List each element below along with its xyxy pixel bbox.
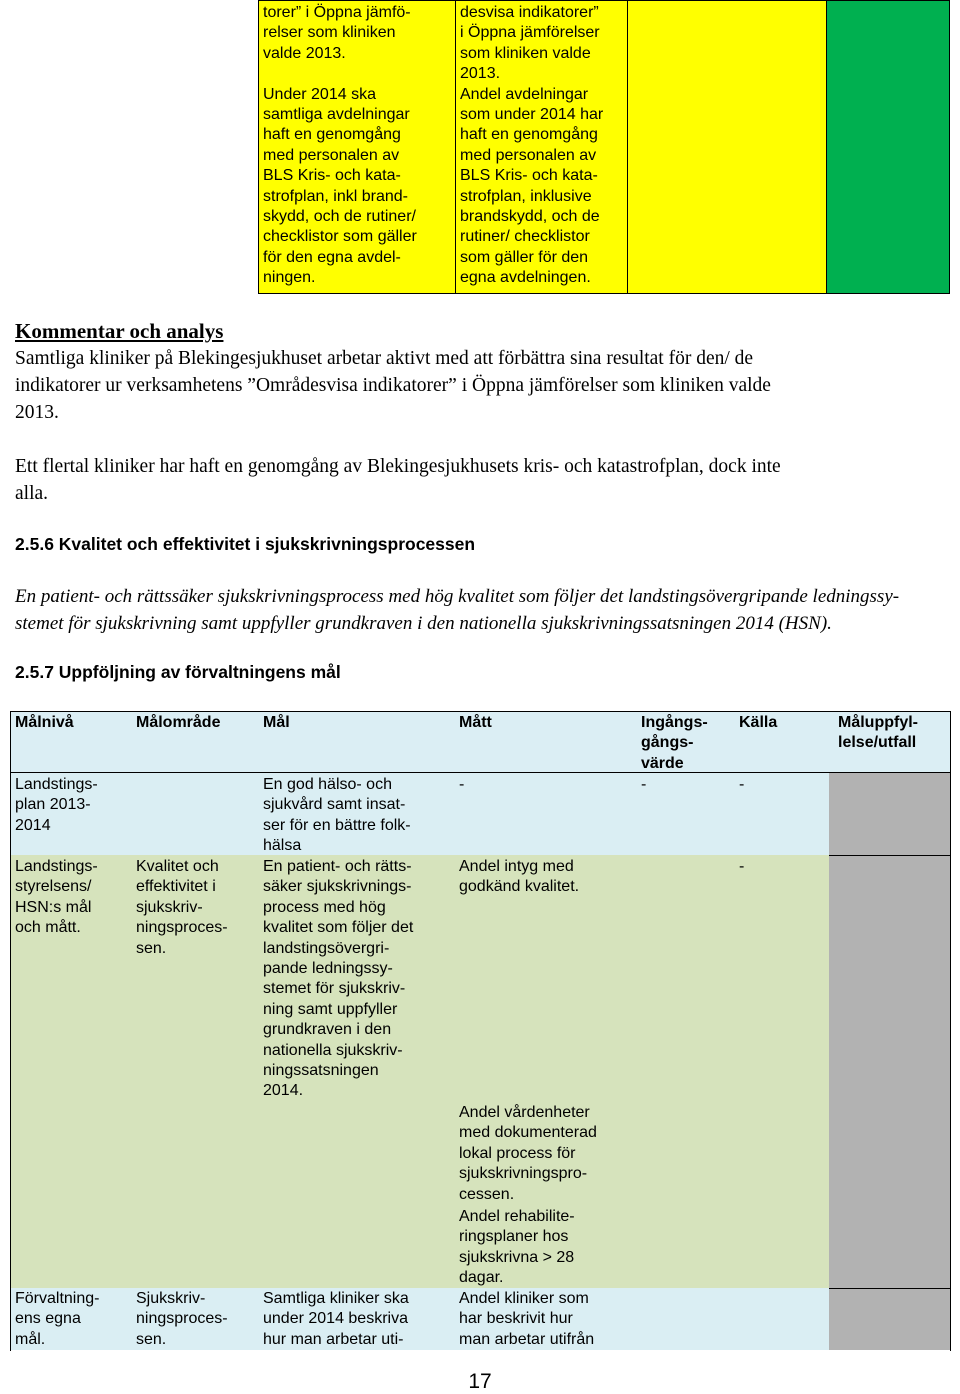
- row2-malniva: Landstings- styrelsens/ HSN:s mål och mått.: [15, 858, 98, 937]
- header-malomrade: Målområde: [136, 714, 221, 731]
- section-256-italic-text: En patient- och rättssäker sjukskrivningsprocess med hög kvalitet som följer det landstingsövergripande ledningssy- stemet för sjukskrivning samt uppfyller grundkraven i den nationella sjukskrivningssatsningen 2014 (HSN).: [15, 586, 900, 634]
- maluppfyllelse-gray-column: [829, 773, 951, 1350]
- top-table-cell-1: [258, 0, 456, 294]
- row1-malniva: Landstings- plan 2013- 2014: [15, 776, 98, 834]
- row1-ingangsvarde: -: [641, 776, 647, 793]
- row2-malomrade: Kvalitet och effektivitet i sjukskriv- ningsproces- sen.: [136, 858, 228, 957]
- kommentar-heading: Kommentar och analys: [15, 319, 224, 343]
- table-left-border: [10, 711, 11, 1351]
- header-maluppfyllelse: Måluppfyl- lelse/utfall: [838, 714, 918, 752]
- top-table-cell-2: [455, 0, 628, 294]
- row4-matt: Andel rehabilite- ringsplaner hos sjukskrivna > 28 dagar.: [459, 1208, 575, 1287]
- header-ingangsvarde: Ingångs- gångs- värde: [641, 714, 708, 772]
- row5-malniva: Förvaltning- ens egna mål.: [15, 1290, 100, 1348]
- kommentar-paragraph-1: Samtliga kliniker på Blekingesjukhuset arbetar aktivt med att förbättra sina resultat för den/ de indikatorer ur verksamhetens ”Områdesvisa indikatorer” i Öppna jämförelser som kliniken valde 2013.: [15, 348, 771, 423]
- row1-kalla: -: [739, 776, 745, 793]
- row3-matt: Andel vårdenheter med dokumenterad lokal process för sjukskrivningspro- cessen.: [459, 1104, 597, 1203]
- row2-matt: Andel intyg med godkänd kvalitet.: [459, 858, 580, 896]
- row2-mal: En patient- och rätts- säker sjukskrivnings- process med hög kvalitet som följer det landstingsövergri- pande ledningssy- stemet för sjukskriv- ning samt uppfyller grundkraven i den nationella sjukskriv- ningssatsningen 2014.: [263, 858, 414, 1100]
- row5-malomrade: Sjukskriv- ningsproces- sen.: [136, 1290, 228, 1348]
- header-matt: Mått: [459, 714, 492, 731]
- header-mal: Mål: [263, 714, 290, 731]
- header-malniva: Målnivå: [15, 714, 74, 731]
- row1-mal: En god hälso- och sjukvård samt insat- ser för en bättre folk- hälsa: [263, 776, 411, 855]
- section-256-heading: 2.5.6 Kvalitet och effektivitet i sjukskrivningsprocessen: [15, 534, 476, 554]
- top-table-cell-3: [627, 0, 827, 294]
- table-header-bottom-rule: [10, 772, 951, 773]
- row-4-5-rule-left: [829, 1288, 951, 1289]
- top-table-col1-text: torer” i Öppna jämfö- relser som kliniken valde 2013. Under 2014 ska samtliga avdelningar haft en genomgång med personalen av BLS Kris- och kata- strofplan, inkl brand- skydd, och de rutiner/ checklistor som gäller för den egna avdel- ningen.: [263, 4, 417, 287]
- row5-mal: Samtliga kliniker ska under 2014 beskriva hur man arbetar uti-: [263, 1290, 409, 1348]
- row2-top-rule: [829, 855, 951, 856]
- rows2-4-bg-left: [10, 855, 829, 1288]
- top-table-col2-text: desvisa indikatorer” i Öppna jämförelser som kliniken valde 2013. Andel avdelningar som under 2014 har haft en genomgång med personalen av BLS Kris- och kata- strofplan, inklusive brandskydd, och de rutiner/ checklistor som gäller för den egna avdelningen.: [460, 4, 604, 287]
- row5-bg: [10, 1288, 829, 1350]
- row1-bg: [10, 773, 829, 855]
- header-kalla: Källa: [739, 714, 778, 731]
- page-number: 17: [468, 1370, 492, 1393]
- row5-matt: Andel kliniker som har beskrivit hur man arbetar utifrån: [459, 1290, 595, 1348]
- section-257-heading: 2.5.7 Uppföljning av förvaltningens mål: [15, 662, 341, 682]
- top-table-cell-4-green: [826, 0, 950, 294]
- table-right-border: [950, 711, 951, 1351]
- kommentar-paragraph-2: Ett flertal kliniker har haft en genomgång av Blekingesjukhusets kris- och katastrofplan, dock inte alla.: [15, 456, 781, 504]
- row2-kalla: -: [739, 858, 745, 875]
- row1-matt: -: [459, 776, 465, 793]
- top-table-bottom-rule: [258, 293, 950, 294]
